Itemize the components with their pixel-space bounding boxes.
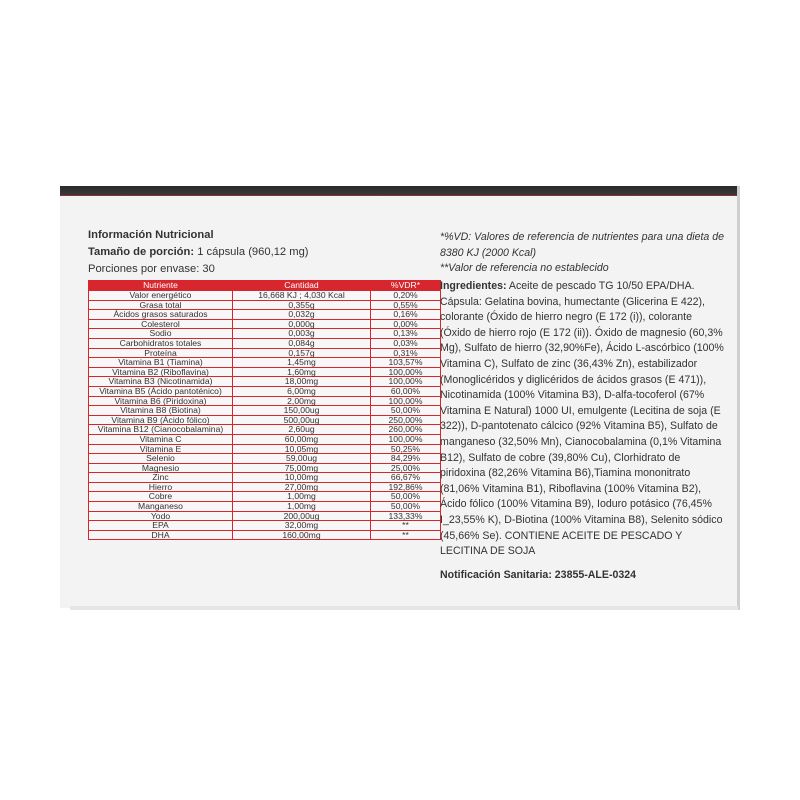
cell-quantity: 16,668 KJ ; 4,030 Kcal xyxy=(233,291,371,301)
table-row xyxy=(89,338,441,348)
ingredients-text xyxy=(440,279,725,560)
cell-quantity: 1,45mg xyxy=(233,358,371,368)
cell-vdr: 100,00% xyxy=(371,434,441,444)
table-row xyxy=(89,358,441,368)
cell-nutrient: DHA xyxy=(89,530,233,540)
cell-nutrient: Ácidos grasos saturados xyxy=(89,310,233,320)
cell-nutrient: Vitamina B1 (Tiamina) xyxy=(89,358,233,368)
cell-quantity: 0,084g xyxy=(233,338,371,348)
cell-quantity: 60,00mg xyxy=(233,434,371,444)
nutrition-table xyxy=(88,280,441,540)
reference-notes xyxy=(440,230,730,277)
table-row xyxy=(89,291,441,301)
cell-nutrient: Vitamina B9 (Ácido fólico) xyxy=(89,415,233,425)
cell-nutrient: Proteína xyxy=(89,348,233,358)
cell-vdr: 192,86% xyxy=(371,482,441,492)
cell-vdr: 0,55% xyxy=(371,300,441,310)
panel-title: Información Nutricional xyxy=(88,229,214,241)
cell-vdr: 0,00% xyxy=(371,319,441,329)
cell-quantity: 1,60mg xyxy=(233,367,371,377)
table-row xyxy=(89,434,441,444)
cell-nutrient: Vitamina B5 (Ácido pantoténico) xyxy=(89,386,233,396)
header-vdr: %VDR* xyxy=(371,281,441,291)
box-right-edge xyxy=(737,186,740,610)
cell-vdr: 50,00% xyxy=(371,406,441,416)
cell-quantity: 200,00ug xyxy=(233,511,371,521)
cell-quantity: 32,00mg xyxy=(233,521,371,531)
table-row xyxy=(89,386,441,396)
table-row xyxy=(89,482,441,492)
nutrition-table-body xyxy=(89,291,441,540)
cell-vdr: 0,16% xyxy=(371,310,441,320)
cell-vdr: 0,20% xyxy=(371,291,441,301)
cell-vdr: 260,00% xyxy=(371,425,441,435)
cell-quantity: 1,00mg xyxy=(233,502,371,512)
cell-quantity: 2,60ug xyxy=(233,425,371,435)
serving-size xyxy=(88,244,309,261)
cell-nutrient: Magnesio xyxy=(89,463,233,473)
cell-vdr: 0,13% xyxy=(371,329,441,339)
cell-quantity: 160,00mg xyxy=(233,530,371,540)
cell-vdr: 0,03% xyxy=(371,338,441,348)
cell-quantity: 0,000g xyxy=(233,319,371,329)
cell-nutrient: Vitamina B3 (Nicotinamida) xyxy=(89,377,233,387)
cell-quantity: 500,00ug xyxy=(233,415,371,425)
cell-vdr: 100,00% xyxy=(371,367,441,377)
cell-quantity: 6,00mg xyxy=(233,386,371,396)
cell-nutrient: Yodo xyxy=(89,511,233,521)
cell-quantity: 0,003g xyxy=(233,329,371,339)
table-row xyxy=(89,473,441,483)
note-vdr: *%VD: Valores de referencia de nutrientes para una dieta de 8380 KJ (2000 Kcal) xyxy=(440,231,725,259)
cell-quantity: 59,00ug xyxy=(233,454,371,464)
cell-quantity: 75,00mg xyxy=(233,463,371,473)
table-row xyxy=(89,463,441,473)
cell-nutrient: Vitamina E xyxy=(89,444,233,454)
cell-nutrient: Selenio xyxy=(89,454,233,464)
table-row xyxy=(89,406,441,416)
box-bottom-edge xyxy=(70,606,738,610)
header-nutrient: Nutriente xyxy=(89,281,233,291)
table-row xyxy=(89,511,441,521)
cell-vdr: 100,00% xyxy=(371,377,441,387)
table-header-row xyxy=(89,281,441,291)
cell-vdr: 100,00% xyxy=(371,396,441,406)
cell-quantity: 10,05mg xyxy=(233,444,371,454)
cell-nutrient: Manganeso xyxy=(89,502,233,512)
cell-vdr: 84,29% xyxy=(371,454,441,464)
serving-label: Tamaño de porción: xyxy=(88,246,195,258)
table-row xyxy=(89,454,441,464)
cell-quantity: 1,00mg xyxy=(233,492,371,502)
cell-quantity: 0,355g xyxy=(233,300,371,310)
cell-nutrient: Vitamina B8 (Biotina) xyxy=(89,406,233,416)
cell-nutrient: Valor energético xyxy=(89,291,233,301)
table-row xyxy=(89,502,441,512)
table-row xyxy=(89,425,441,435)
cell-vdr: 66,67% xyxy=(371,473,441,483)
cell-nutrient: Vitamina B12 (Cianocobalamina) xyxy=(89,425,233,435)
note-no-reference: **Valor de referencia no establecido xyxy=(440,262,609,275)
nutrition-panel xyxy=(60,196,738,608)
cell-vdr: 50,00% xyxy=(371,492,441,502)
cell-nutrient: Hierro xyxy=(89,482,233,492)
cell-vdr: 0,31% xyxy=(371,348,441,358)
cell-quantity: 10,00mg xyxy=(233,473,371,483)
portions-per-package: Porciones por envase: 30 xyxy=(88,263,215,275)
cell-nutrient: Vitamina C xyxy=(89,434,233,444)
cell-nutrient: EPA xyxy=(89,521,233,531)
cell-vdr: ** xyxy=(371,521,441,531)
cell-vdr: 50,25% xyxy=(371,444,441,454)
cell-quantity: 0,157g xyxy=(233,348,371,358)
cell-vdr: 133,33% xyxy=(371,511,441,521)
cell-nutrient: Vitamina B2 (Riboflavina) xyxy=(89,367,233,377)
ingredients-body: Aceite de pescado TG 10/50 EPA/DHA. Cápsula: Gelatina bovina, humectante (Glicerina E 422), colorante (Óxido de hierro negro (E 172 (i)), colorante (Óxido de hierro rojo (E 172 (ii)). Óxido de magnesio (60,3% Mg), Sulfato de hierro (32,90%Fe), Ácido L-ascórbico (100% Vitamina C), Sulfato de zinc (36,43% Zn), estabilizador (Monoglicéridos y diglicéridos de ácidos grasos (E 471)), Nicotinamida (100% Vitamina B3), D-alfa-tocoferol (67% Vitamina E Natural) 1000 UI, emulgente (Lecitina de soja (E 322)), D-pantotenato cálcico (92% Vitamina B5), Sulfato de manganeso (32,50% Mn), Cianocobalamina (0,1% Vitamina B12), Sulfato de cobre (39,80% Cu), Clorhidrato de piridoxina (82,26% Vitamina B6),Tiamina mononitrato (81,06% Vitamina B1), Riboflavina (100% Vitamina B2), Ácido fólico (100% Vitamina B9), Ioduro potásico (76,45% I_23,55% K), D-Biotina (100% Vitamina B8), Selenito sódico (45,66% Se). CONTIENE ACEITE DE PESCADO Y LECITINA DE SOJA xyxy=(440,280,724,558)
ingredients-label: Ingredientes: xyxy=(440,280,507,292)
cell-vdr: 25,00% xyxy=(371,463,441,473)
cell-nutrient: Vitamina B6 (Piridoxina) xyxy=(89,396,233,406)
table-row xyxy=(89,310,441,320)
cell-nutrient: Grasa total xyxy=(89,300,233,310)
cell-vdr: 250,00% xyxy=(371,415,441,425)
cell-vdr: ** xyxy=(371,530,441,540)
cell-quantity: 2,00mg xyxy=(233,396,371,406)
cell-nutrient: Colesterol xyxy=(89,319,233,329)
cell-nutrient: Sodio xyxy=(89,329,233,339)
cell-quantity: 27,00mg xyxy=(233,482,371,492)
table-row xyxy=(89,444,441,454)
table-row xyxy=(89,319,441,329)
cell-vdr: 103,57% xyxy=(371,358,441,368)
cell-nutrient: Zinc xyxy=(89,473,233,483)
cell-nutrient: Carbohidratos totales xyxy=(89,338,233,348)
panel-header xyxy=(88,227,309,278)
header-quantity: Cantidad xyxy=(233,281,371,291)
table-row xyxy=(89,377,441,387)
table-row xyxy=(89,521,441,531)
sanitary-notification: Notificación Sanitaria: 23855-ALE-0324 xyxy=(440,569,637,581)
cell-vdr: 50,00% xyxy=(371,502,441,512)
table-row xyxy=(89,530,441,540)
cell-quantity: 150,00ug xyxy=(233,406,371,416)
cell-quantity: 0,032g xyxy=(233,310,371,320)
serving-value: 1 cápsula (960,12 mg) xyxy=(194,246,309,258)
cell-nutrient: Cobre xyxy=(89,492,233,502)
cell-quantity: 18,00mg xyxy=(233,377,371,387)
cell-vdr: 60,00% xyxy=(371,386,441,396)
